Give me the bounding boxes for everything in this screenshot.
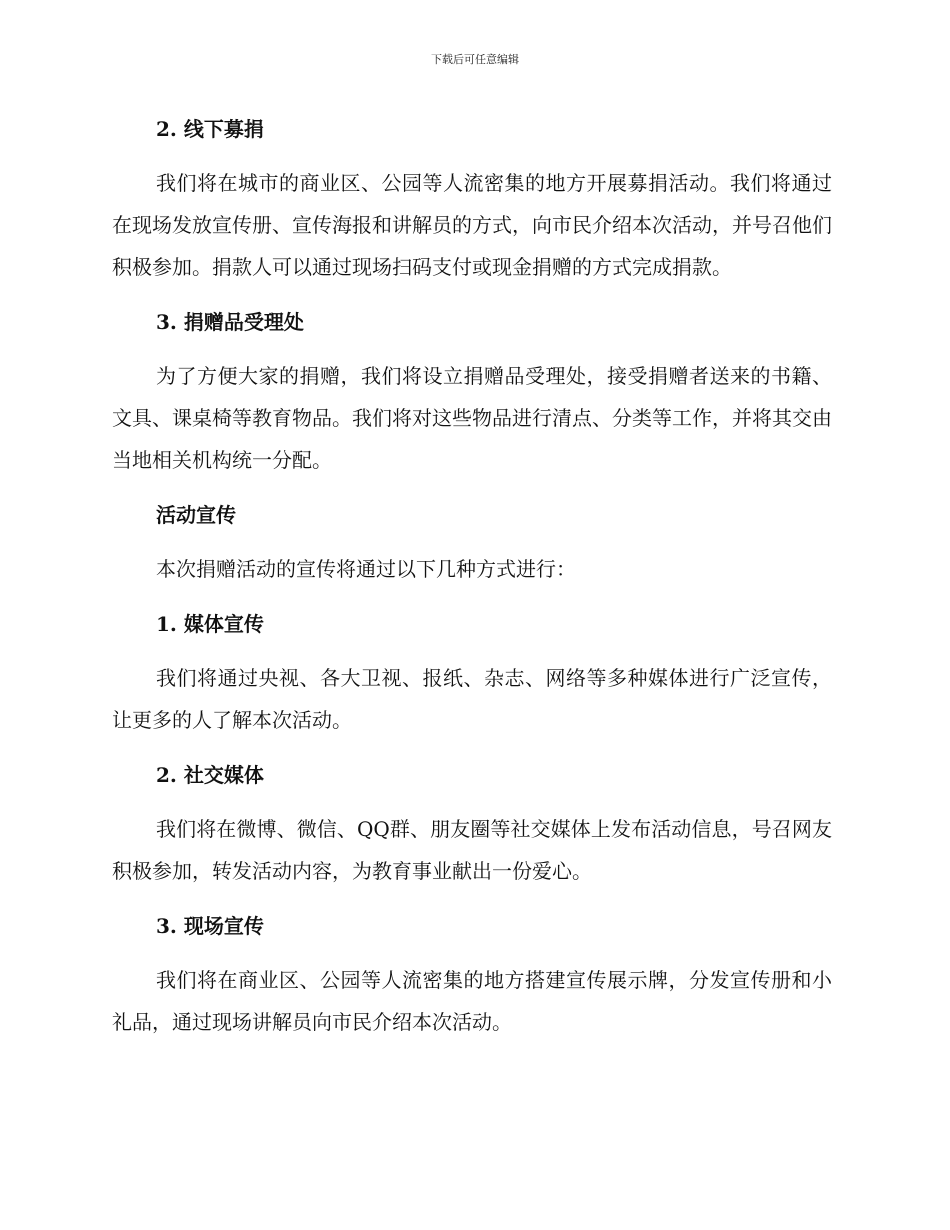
- section-heading-media: 1. 媒体宣传: [156, 612, 264, 636]
- section-body-donation-desk: 为了方便大家的捐赠，我们将设立捐赠品受理处，接受捐赠者送来的书籍、文具、课桌椅等教育物品。我们将对这些物品进行清点、分类等工作，并将其交由当地相关机构统一分配。: [112, 364, 832, 472]
- section-heading-offline-fundraising: 2. 线下募捐: [156, 117, 264, 141]
- section-heading-social-media: 2. 社交媒体: [156, 763, 264, 787]
- section-body-promotion: 本次捐赠活动的宣传将通过以下几种方式进行：: [156, 557, 576, 581]
- section-body-onsite: 我们将在商业区、公园等人流密集的地方搭建宣传展示牌，分发宣传册和小礼品，通过现场讲解员向市民介绍本次活动。: [112, 968, 832, 1034]
- section-heading-donation-desk: 3. 捐赠品受理处: [156, 310, 304, 334]
- document-body: [112, 108, 832, 1056]
- section-heading-onsite: 3. 现场宣传: [156, 914, 264, 938]
- section-body-media: 我们将通过央视、各大卫视、报纸、杂志、网络等多种媒体进行广泛宣传，让更多的人了解本次活动。: [112, 666, 832, 732]
- section-body-social-media: 我们将在微博、微信、QQ群、朋友圈等社交媒体上发布活动信息，号召网友积极参加，转发活动内容，为教育事业献出一份爱心。: [112, 817, 832, 883]
- section-heading-promotion: 活动宣传: [156, 503, 236, 527]
- section-body-offline-fundraising: 我们将在城市的商业区、公园等人流密集的地方开展募捐活动。我们将通过在现场发放宣传册、宣传海报和讲解员的方式，向市民介绍本次活动，并号召他们积极参加。捐款人可以通过现场扫码支付或现金捐赠的方式完成捐款。: [112, 171, 832, 279]
- page-header: 下载后可任意编辑: [431, 53, 519, 66]
